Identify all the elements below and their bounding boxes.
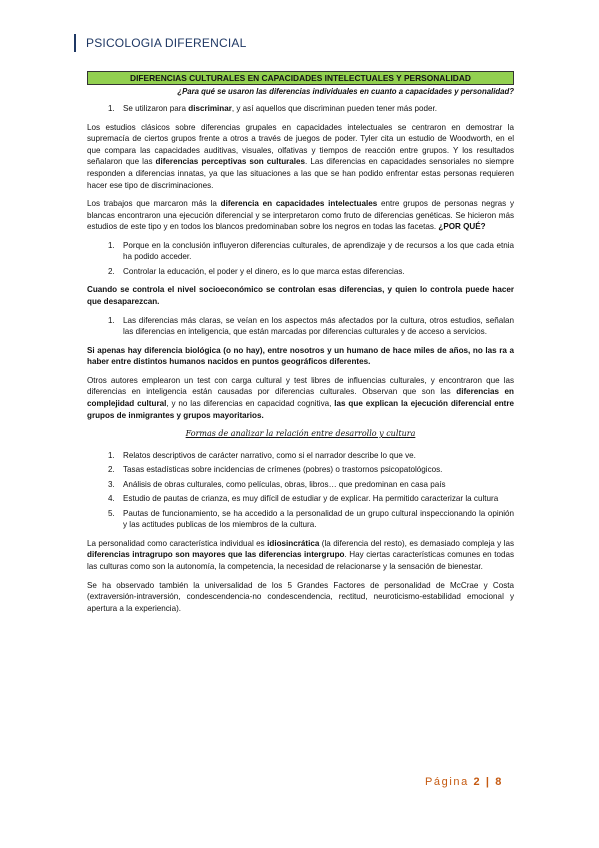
bold-statement-socioeconomic: Cuando se controla el nivel socioeconómico se controlan esas diferencias, y quien lo controla puede hacer que desaparezcan. (87, 285, 514, 307)
section-question: ¿Para qué se usaron las diferencias individuales en cuanto a capacidades y personalidad? (177, 87, 514, 96)
list-item: 4. Estudio de pautas de crianza, es muy difícil de estudiar y de explicar. Ha permitido caracterizar la cultura (117, 493, 514, 505)
list-item: 1. Relatos descriptivos de carácter narrativo, como si el narrador describe lo que ve. (117, 450, 514, 462)
header-title: PSICOLOGIA DIFERENCIAL (86, 36, 247, 50)
list-analysis-methods (87, 450, 514, 531)
list-item: 1. Se utilizaron para discriminar, y así aquellos que discriminan pueden tener más poder. (117, 103, 514, 115)
header-accent-bar (74, 34, 76, 52)
bold-statement-biological: Si apenas hay diferencia biológica (o no hay), entre nosotros y un humano de hace miles de años, no las ra a haber entre distintos humanos nacidos en puntos geográficos diferentes. (87, 345, 514, 367)
paragraph-intellectual-differences: Los trabajos que marcaron más la diferencia en capacidades intelectuales entre grupos de personas negras y blancas encontraron una ejecución diferencial y se interpretaron como fruto de diferencias genéticas. Se hicieron más estudios de este tipo y en todos los blancos predominaban sobre los negros en todas las facetas. ¿POR QUÉ? (87, 199, 514, 232)
paragraph-big-five: Se ha observado también la universalidad de los 5 Grandes Factores de personalidad de McCrae y Costa (extraversión-intraversión, condescendencia-no condescendencia, rectitud, neuroticismo-estabilidad emocional y apertura a la experiencia). (87, 580, 514, 613)
list-item: 3. Análisis de obras culturales, como películas, obras, libros… que predominan en casa país (117, 479, 514, 491)
page-number: Página 2 | 8 (425, 776, 503, 788)
list-item: 2. Controlar la educación, el poder y el dinero, es lo que marca estas diferencias. (117, 266, 514, 278)
paragraph-cultural-tests: Otros autores emplearon un test con carga cultural y test libres de influencias culturales, y encontraron que las diferencias en inteligencia están causadas por diferencias culturales. Observan que son las diferencias en complejidad cultural, y no las diferencias en capacidad cognitiva, las que explican la ejecución diferencial entre grupos de inmigrantes y grupos mayoritarios. (87, 375, 514, 420)
list-item: 1. Porque en la conclusión influyeron diferencias culturales, de aprendizaje y de recursos a los que cada etnia ha podido acceder. (117, 240, 514, 263)
list-item: 1. Las diferencias más claras, se veían en los aspectos más afectados por la cultura, otros estudios, señalan las diferencias en inteligencia, que están marcadas por diferencias culturales y de acceso a servicios. (117, 315, 514, 338)
subsection-title: Formas de analizar la relación entre desarrollo y cultura (185, 429, 416, 439)
list-purpose (87, 103, 514, 115)
list-reasons (87, 240, 514, 278)
section-heading: DIFERENCIAS CULTURALES EN CAPACIDADES INTELECTUALES Y PERSONALIDAD (87, 71, 514, 85)
paragraph-personality: La personalidad como característica individual es idiosincrática (la diferencia del resto), es demasiado compleja y las diferencias intragrupo son mayores que las diferencias intergrupo. Hay ciertas características comunes en todas las culturas como son la autonomía, la competencia, la necesidad de relacionarse y la sensación de bienestar. (87, 538, 515, 572)
list-item: 5. Pautas de funcionamiento, se ha accedido a la personalidad de un grupo cultural inspeccionando la opinión y las actitudes publicas de los miembros de la cultura. (117, 508, 514, 531)
paragraph-classic-studies: Los estudios clásicos sobre diferencias grupales en capacidades intelectuales se centraron en demostrar la supremacía de ciertos grupos frente a otros a través de juegos de poder. Tyler cita un estudio de Woodworth, en el que compara las capacidades auditivas, visuales, olfativas y tiempos de reacción entre grupos. Y los resultados señalaron que las diferencias perceptivas son culturales. Las diferencias en capacidades sensoriales no siempre responden a diferencias innatas, ya que las situaciones a las que se han podido enfrentar estas personas requieren hacer ese tipo de discriminaciones. (87, 122, 514, 190)
page-body (87, 71, 514, 621)
list-item: 2. Tasas estadísticas sobre incidencias de crímenes (pobres) o trastornos psicopatológicos. (117, 464, 514, 476)
list-clear-differences (87, 315, 514, 338)
